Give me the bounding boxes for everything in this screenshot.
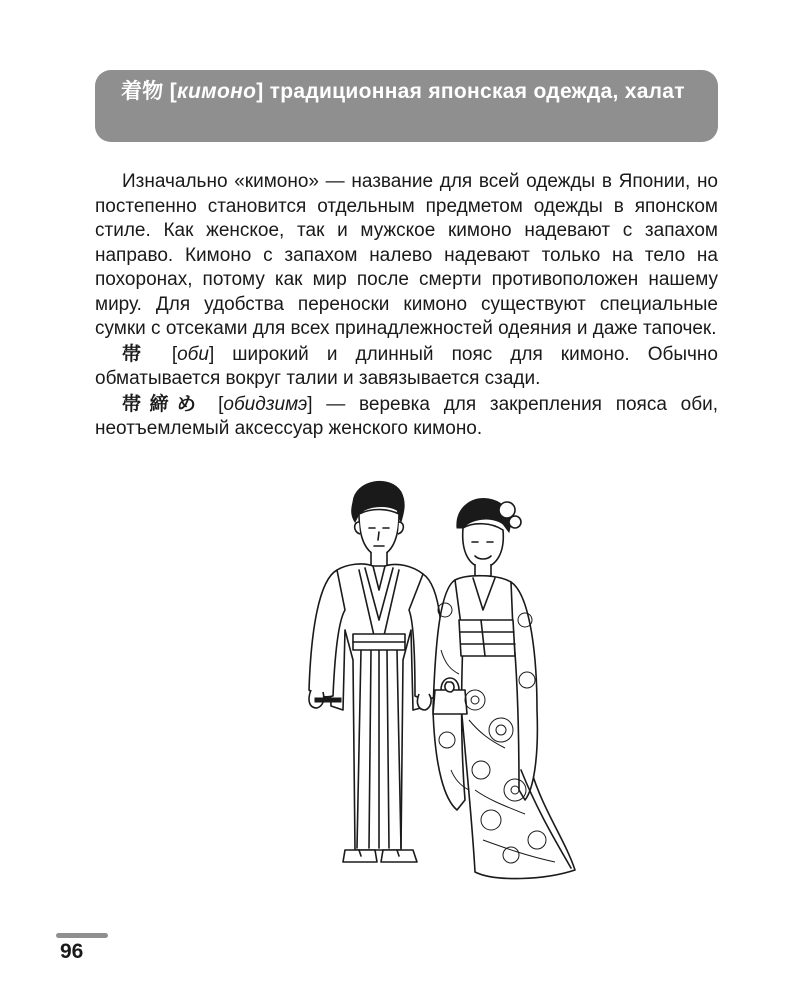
title-text: традиционная японская одежда, халат	[269, 80, 685, 103]
title-bracket-close: ]	[256, 80, 270, 103]
paragraph-kimono: Изначально «кимоно» — название для всей одежды в Японии, но постепенно становится отдельным предметом одежды в японском стиле. Как женское, так и мужское кимоно надевают с запахом направо. Кимоно с запахом налево надевают только на тело на похоронах, потому как мир после смерти противоположен нашему миру. Для удобства переноски кимоно существуют специальные сумки с отсеками для всех принадлежностей одеяния и даже тапочек.	[95, 171, 718, 339]
obijime-kanji: 帯締め	[122, 392, 205, 415]
obijime-reading: обидзимэ	[223, 393, 308, 415]
obijime-bracket-close: ]	[307, 393, 327, 415]
paragraph-obijime	[95, 392, 718, 442]
obijime-bracket-open: [	[204, 393, 224, 415]
woman-figure	[433, 498, 575, 878]
obi-definition: широкий и длинный пояс для кимоно. Обычно обматывается вокруг талии и завязывается сзади.	[95, 343, 718, 389]
kimono-couple-illustration	[275, 470, 615, 900]
obi-bracket-open: [	[153, 343, 178, 365]
obi-reading: оби	[177, 343, 209, 365]
title-kanji: 着物	[121, 79, 164, 103]
body-text	[95, 170, 718, 442]
obijime-definition: — веревка для закрепления пояса оби, неотъемлемый аксессуар женского кимоно.	[95, 393, 718, 439]
title-reading: кимоно	[177, 80, 257, 103]
obi-bracket-close: ]	[208, 343, 233, 365]
page-number: 96	[60, 940, 84, 963]
paragraph-obi	[95, 342, 718, 392]
page-number-rule	[56, 933, 108, 938]
man-figure	[309, 481, 442, 862]
section-title-bar	[95, 70, 718, 142]
title-bracket-open: [	[163, 80, 178, 103]
obi-kanji: 帯	[122, 342, 154, 365]
